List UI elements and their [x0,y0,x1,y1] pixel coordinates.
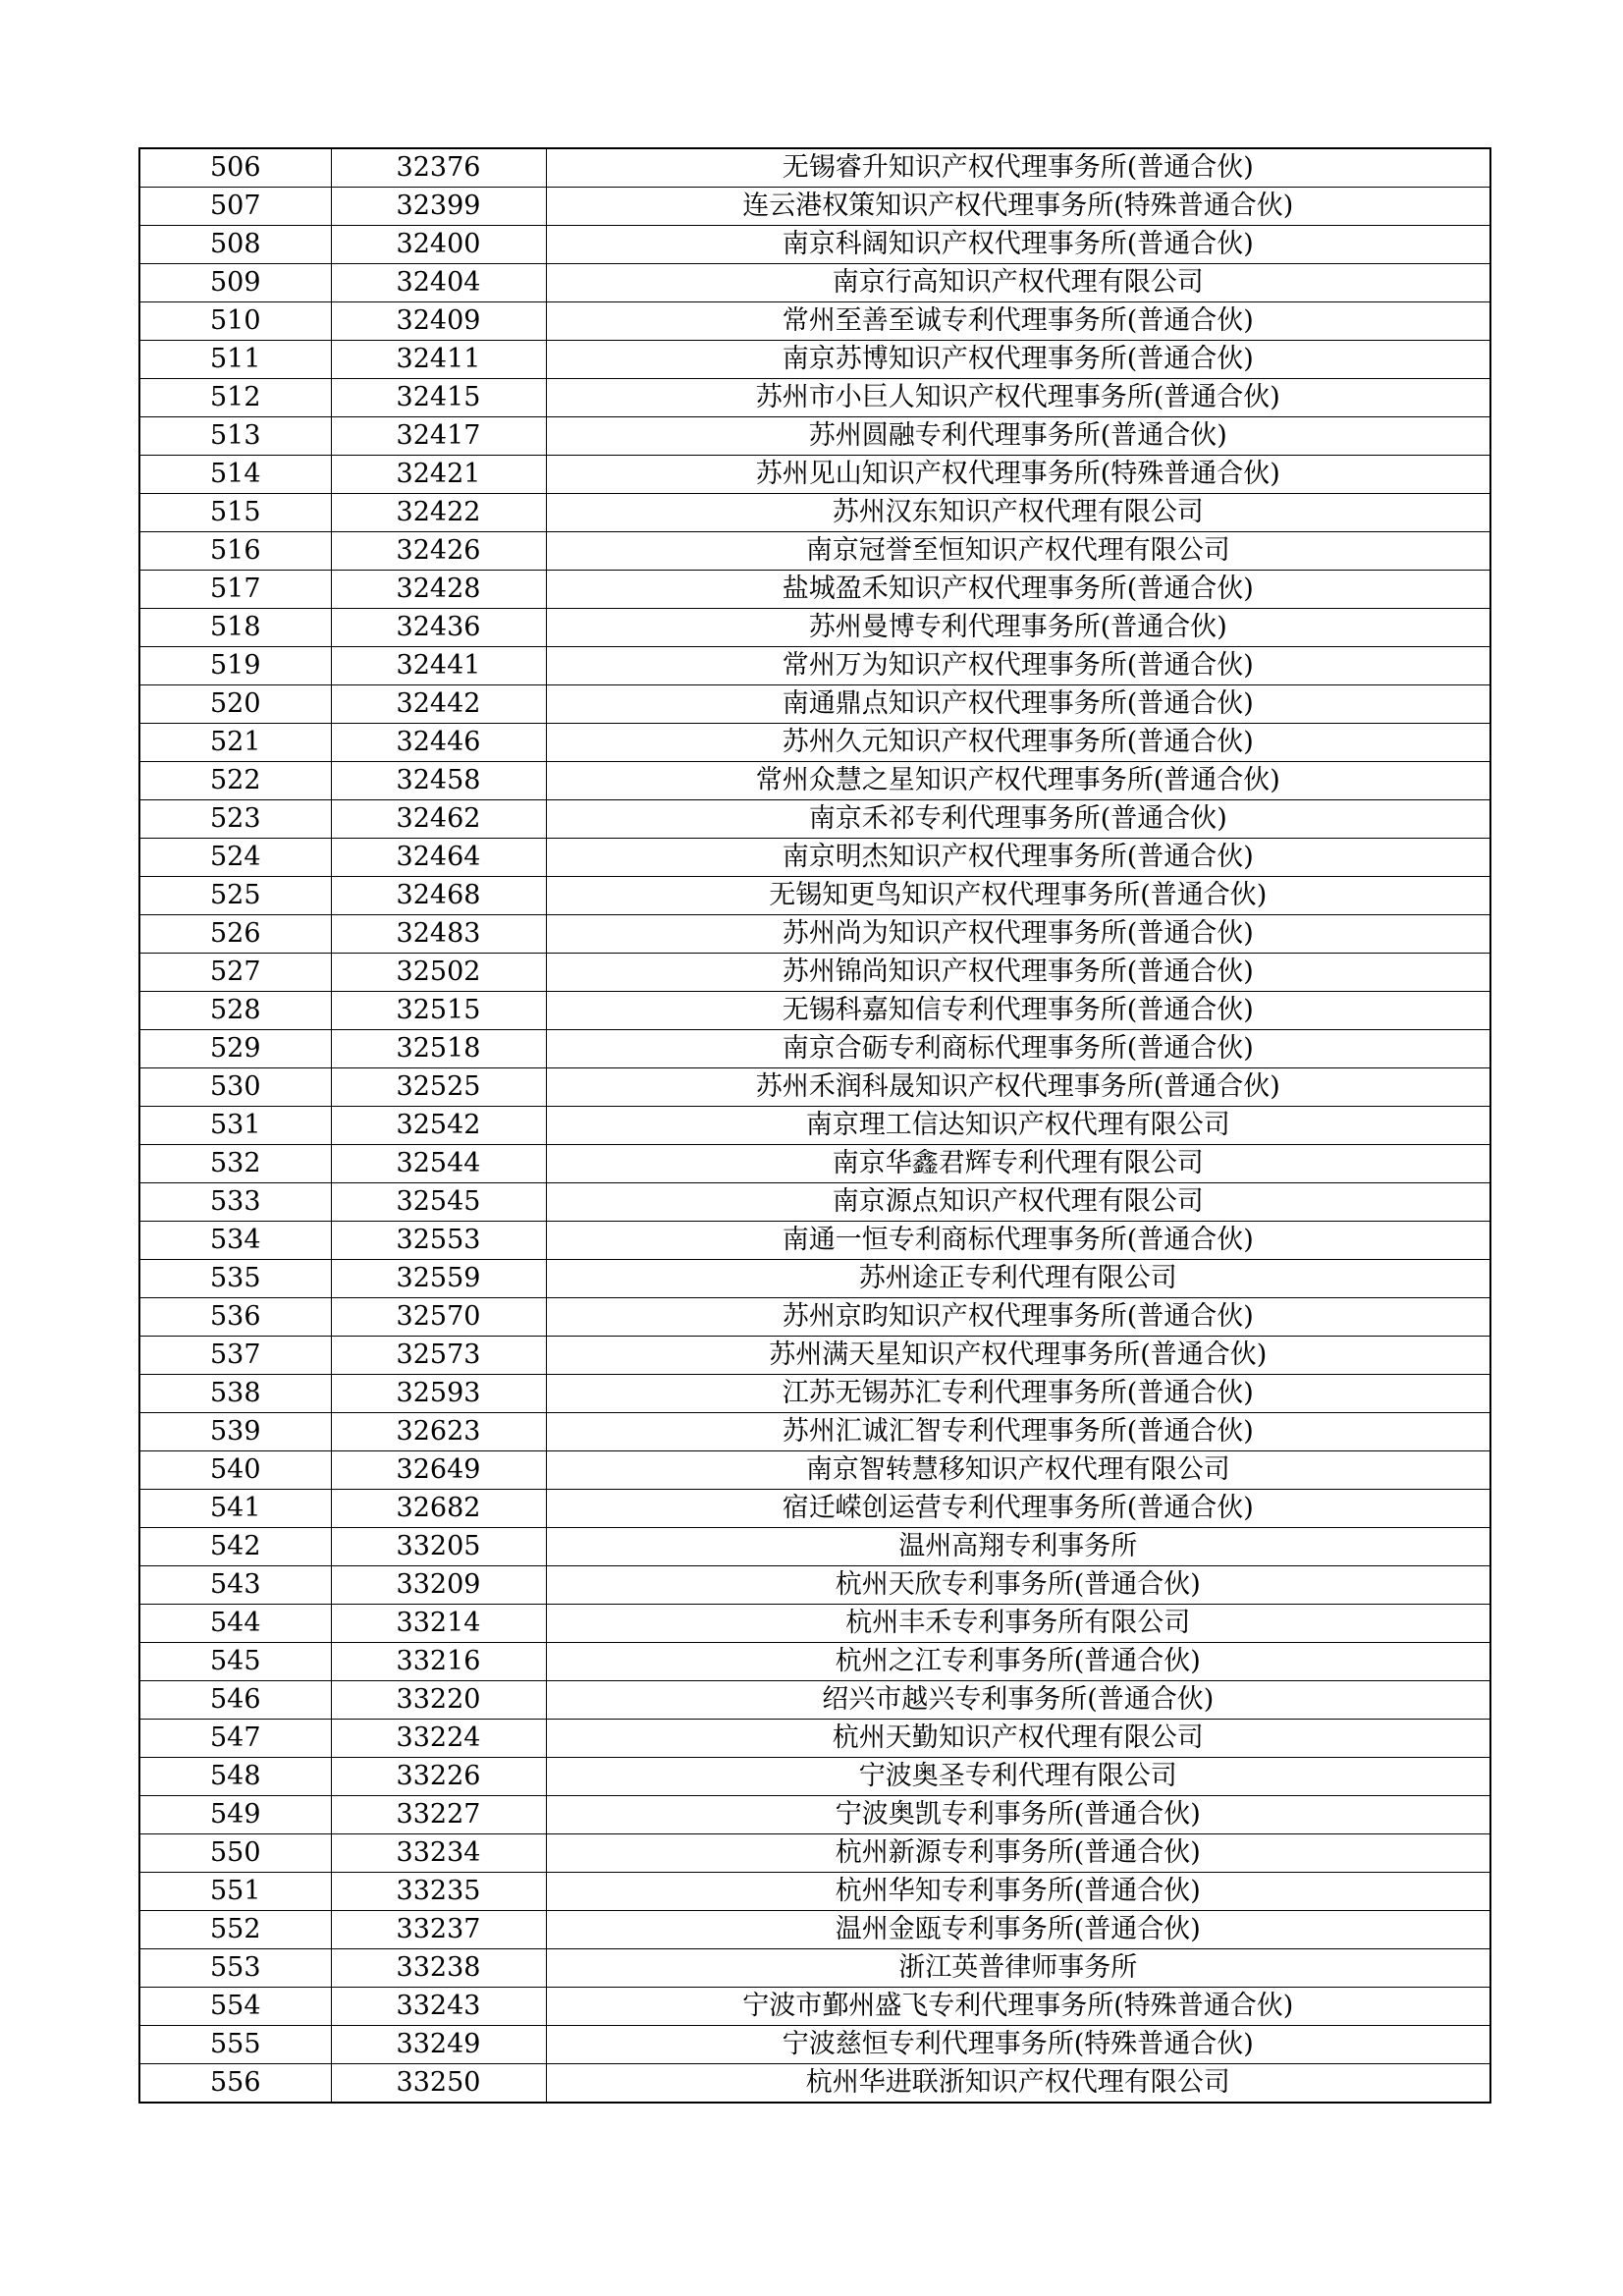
agency-code-cell: 33226 [331,1758,546,1796]
agency-table-container [138,147,1489,2104]
table-row [139,379,1490,417]
table-row [139,1030,1490,1068]
row-index-cell: 506 [139,148,331,188]
agency-name-cell: 无锡科嘉知信专利代理事务所(普通合伙) [546,992,1490,1030]
agency-code-cell: 32462 [331,800,546,839]
row-index-cell: 529 [139,1030,331,1068]
agency-code-cell: 33214 [331,1605,546,1643]
table-row [139,1566,1490,1605]
table-row [139,302,1490,341]
row-index-cell: 538 [139,1375,331,1413]
agency-name-cell: 杭州丰禾专利事务所有限公司 [546,1605,1490,1643]
table-row [139,1949,1490,1988]
table-row [139,2026,1490,2064]
agency-code-cell: 32468 [331,877,546,915]
table-row [139,1222,1490,1260]
row-index-cell: 551 [139,1873,331,1911]
agency-name-cell: 温州金瓯专利事务所(普通合伙) [546,1911,1490,1949]
agency-code-cell: 33250 [331,2064,546,2104]
table-row [139,839,1490,877]
agency-name-cell: 盐城盈禾知识产权代理事务所(普通合伙) [546,571,1490,609]
agency-code-cell: 33235 [331,1873,546,1911]
table-row [139,1834,1490,1873]
agency-code-cell: 32483 [331,915,546,954]
agency-name-cell: 浙江英普律师事务所 [546,1949,1490,1988]
agency-name-cell: 南京智转慧移知识产权代理有限公司 [546,1451,1490,1490]
agency-code-cell: 33205 [331,1528,546,1566]
table-row [139,341,1490,379]
row-index-cell: 523 [139,800,331,839]
table-row [139,1758,1490,1796]
row-index-cell: 533 [139,1183,331,1222]
row-index-cell: 527 [139,954,331,992]
agency-code-cell: 32649 [331,1451,546,1490]
agency-name-cell: 南京禾祁专利代理事务所(普通合伙) [546,800,1490,839]
agency-name-cell: 宁波奥圣专利代理有限公司 [546,1758,1490,1796]
agency-name-cell: 南京科阔知识产权代理事务所(普通合伙) [546,226,1490,264]
row-index-cell: 520 [139,685,331,724]
agency-name-cell: 苏州曼博专利代理事务所(普通合伙) [546,609,1490,647]
row-index-cell: 507 [139,188,331,226]
agency-code-cell: 32515 [331,992,546,1030]
agency-name-cell: 绍兴市越兴专利事务所(普通合伙) [546,1681,1490,1720]
table-row [139,762,1490,800]
agency-name-cell: 苏州市小巨人知识产权代理事务所(普通合伙) [546,379,1490,417]
row-index-cell: 509 [139,264,331,302]
agency-name-cell: 杭州新源专利事务所(普通合伙) [546,1834,1490,1873]
agency-code-cell: 32404 [331,264,546,302]
agency-code-cell: 32415 [331,379,546,417]
agency-code-cell: 33249 [331,2026,546,2064]
agency-name-cell: 常州万为知识产权代理事务所(普通合伙) [546,647,1490,685]
table-row [139,532,1490,571]
agency-name-cell: 苏州见山知识产权代理事务所(特殊普通合伙) [546,456,1490,494]
row-index-cell: 524 [139,839,331,877]
row-index-cell: 553 [139,1949,331,1988]
agency-code-cell: 33238 [331,1949,546,1988]
agency-code-cell: 32502 [331,954,546,992]
agency-name-cell: 苏州京昀知识产权代理事务所(普通合伙) [546,1298,1490,1337]
table-row [139,1298,1490,1337]
table-row [139,1681,1490,1720]
table-row [139,417,1490,456]
table-row [139,1413,1490,1451]
row-index-cell: 512 [139,379,331,417]
agency-name-cell: 苏州锦尚知识产权代理事务所(普通合伙) [546,954,1490,992]
agency-name-cell: 南京冠誉至恒知识产权代理有限公司 [546,532,1490,571]
agency-code-cell: 33209 [331,1566,546,1605]
row-index-cell: 508 [139,226,331,264]
agency-code-cell: 32436 [331,609,546,647]
agency-code-cell: 33224 [331,1720,546,1758]
table-row [139,1911,1490,1949]
agency-name-cell: 苏州禾润科晟知识产权代理事务所(普通合伙) [546,1068,1490,1107]
agency-code-cell: 32593 [331,1375,546,1413]
row-index-cell: 543 [139,1566,331,1605]
agency-code-cell: 32570 [331,1298,546,1337]
table-row [139,1260,1490,1298]
table-row [139,571,1490,609]
row-index-cell: 541 [139,1490,331,1528]
table-row [139,954,1490,992]
row-index-cell: 539 [139,1413,331,1451]
row-index-cell: 535 [139,1260,331,1298]
row-index-cell: 550 [139,1834,331,1873]
agency-name-cell: 南通鼎点知识产权代理事务所(普通合伙) [546,685,1490,724]
table-row [139,1796,1490,1834]
agency-code-cell: 32400 [331,226,546,264]
agency-code-cell: 33216 [331,1643,546,1681]
agency-name-cell: 苏州汉东知识产权代理有限公司 [546,494,1490,532]
agency-name-cell: 南京源点知识产权代理有限公司 [546,1183,1490,1222]
agency-code-cell: 32525 [331,1068,546,1107]
table-row [139,1375,1490,1413]
table-row [139,685,1490,724]
agency-name-cell: 无锡睿升知识产权代理事务所(普通合伙) [546,148,1490,188]
row-index-cell: 521 [139,724,331,762]
agency-code-cell: 32573 [331,1337,546,1375]
row-index-cell: 526 [139,915,331,954]
table-row [139,992,1490,1030]
table-row [139,148,1490,188]
agency-code-cell: 32559 [331,1260,546,1298]
agency-name-cell: 南京合砺专利商标代理事务所(普通合伙) [546,1030,1490,1068]
agency-name-cell: 连云港权策知识产权代理事务所(特殊普通合伙) [546,188,1490,226]
row-index-cell: 536 [139,1298,331,1337]
agency-code-cell: 32399 [331,188,546,226]
agency-name-cell: 杭州天勤知识产权代理有限公司 [546,1720,1490,1758]
agency-code-cell: 33227 [331,1796,546,1834]
agency-name-cell: 宁波市鄞州盛飞专利代理事务所(特殊普通合伙) [546,1988,1490,2026]
row-index-cell: 548 [139,1758,331,1796]
row-index-cell: 546 [139,1681,331,1720]
row-index-cell: 530 [139,1068,331,1107]
agency-name-cell: 宁波奥凯专利事务所(普通合伙) [546,1796,1490,1834]
agency-name-cell: 苏州久元知识产权代理事务所(普通合伙) [546,724,1490,762]
row-index-cell: 525 [139,877,331,915]
agency-code-cell: 32542 [331,1107,546,1145]
row-index-cell: 515 [139,494,331,532]
agency-code-cell: 32446 [331,724,546,762]
agency-name-cell: 杭州华进联浙知识产权代理有限公司 [546,2064,1490,2104]
row-index-cell: 542 [139,1528,331,1566]
row-index-cell: 540 [139,1451,331,1490]
agency-name-cell: 宿迁嵘创运营专利代理事务所(普通合伙) [546,1490,1490,1528]
agency-code-cell: 32417 [331,417,546,456]
agency-name-cell: 宁波慈恒专利代理事务所(特殊普通合伙) [546,2026,1490,2064]
agency-name-cell: 苏州汇诚汇智专利代理事务所(普通合伙) [546,1413,1490,1451]
row-index-cell: 531 [139,1107,331,1145]
table-row [139,1873,1490,1911]
row-index-cell: 545 [139,1643,331,1681]
table-row [139,1528,1490,1566]
agency-name-cell: 无锡知更鸟知识产权代理事务所(普通合伙) [546,877,1490,915]
agency-code-cell: 32623 [331,1413,546,1451]
table-row [139,1337,1490,1375]
agency-name-cell: 杭州之江专利事务所(普通合伙) [546,1643,1490,1681]
table-row [139,188,1490,226]
agency-code-cell: 33234 [331,1834,546,1873]
agency-code-cell: 32464 [331,839,546,877]
table-row [139,1720,1490,1758]
row-index-cell: 532 [139,1145,331,1183]
agency-name-cell: 苏州途正专利代理有限公司 [546,1260,1490,1298]
agency-name-cell: 常州至善至诚专利代理事务所(普通合伙) [546,302,1490,341]
agency-code-cell: 32376 [331,148,546,188]
row-index-cell: 555 [139,2026,331,2064]
table-row [139,494,1490,532]
table-row [139,1183,1490,1222]
row-index-cell: 556 [139,2064,331,2104]
table-row [139,1988,1490,2026]
table-row [139,456,1490,494]
agency-name-cell: 南京明杰知识产权代理事务所(普通合伙) [546,839,1490,877]
table-row [139,724,1490,762]
table-row [139,1068,1490,1107]
agency-table [138,147,1491,2104]
agency-name-cell: 苏州满天星知识产权代理事务所(普通合伙) [546,1337,1490,1375]
agency-code-cell: 32409 [331,302,546,341]
row-index-cell: 513 [139,417,331,456]
agency-code-cell: 32545 [331,1183,546,1222]
table-row [139,800,1490,839]
agency-code-cell: 32441 [331,647,546,685]
agency-name-cell: 南京行高知识产权代理有限公司 [546,264,1490,302]
row-index-cell: 554 [139,1988,331,2026]
agency-name-cell: 杭州天欣专利事务所(普通合伙) [546,1566,1490,1605]
row-index-cell: 511 [139,341,331,379]
agency-name-cell: 南京理工信达知识产权代理有限公司 [546,1107,1490,1145]
agency-name-cell: 江苏无锡苏汇专利代理事务所(普通合伙) [546,1375,1490,1413]
agency-code-cell: 32421 [331,456,546,494]
table-row [139,1490,1490,1528]
agency-name-cell: 苏州尚为知识产权代理事务所(普通合伙) [546,915,1490,954]
row-index-cell: 519 [139,647,331,685]
row-index-cell: 534 [139,1222,331,1260]
table-row [139,1451,1490,1490]
table-row [139,877,1490,915]
agency-code-cell: 33220 [331,1681,546,1720]
agency-code-cell: 32442 [331,685,546,724]
row-index-cell: 514 [139,456,331,494]
agency-code-cell: 32682 [331,1490,546,1528]
table-row [139,1107,1490,1145]
table-row [139,609,1490,647]
row-index-cell: 544 [139,1605,331,1643]
agency-code-cell: 32458 [331,762,546,800]
row-index-cell: 517 [139,571,331,609]
table-row [139,915,1490,954]
agency-code-cell: 32553 [331,1222,546,1260]
row-index-cell: 522 [139,762,331,800]
table-row [139,1643,1490,1681]
agency-code-cell: 32411 [331,341,546,379]
row-index-cell: 518 [139,609,331,647]
row-index-cell: 510 [139,302,331,341]
table-row [139,1145,1490,1183]
table-row [139,264,1490,302]
row-index-cell: 547 [139,1720,331,1758]
agency-name-cell: 常州众慧之星知识产权代理事务所(普通合伙) [546,762,1490,800]
row-index-cell: 516 [139,532,331,571]
agency-name-cell: 南京华鑫君辉专利代理有限公司 [546,1145,1490,1183]
table-row [139,1605,1490,1643]
row-index-cell: 528 [139,992,331,1030]
agency-code-cell: 32518 [331,1030,546,1068]
row-index-cell: 537 [139,1337,331,1375]
agency-name-cell: 温州高翔专利事务所 [546,1528,1490,1566]
agency-name-cell: 杭州华知专利事务所(普通合伙) [546,1873,1490,1911]
agency-code-cell: 33243 [331,1988,546,2026]
agency-name-cell: 苏州圆融专利代理事务所(普通合伙) [546,417,1490,456]
agency-code-cell: 33237 [331,1911,546,1949]
agency-table-body [139,148,1490,2103]
agency-code-cell: 32428 [331,571,546,609]
agency-name-cell: 南京苏博知识产权代理事务所(普通合伙) [546,341,1490,379]
agency-code-cell: 32544 [331,1145,546,1183]
row-index-cell: 549 [139,1796,331,1834]
table-row [139,226,1490,264]
table-row [139,647,1490,685]
agency-code-cell: 32422 [331,494,546,532]
agency-name-cell: 南通一恒专利商标代理事务所(普通合伙) [546,1222,1490,1260]
agency-code-cell: 32426 [331,532,546,571]
row-index-cell: 552 [139,1911,331,1949]
table-row [139,2064,1490,2104]
